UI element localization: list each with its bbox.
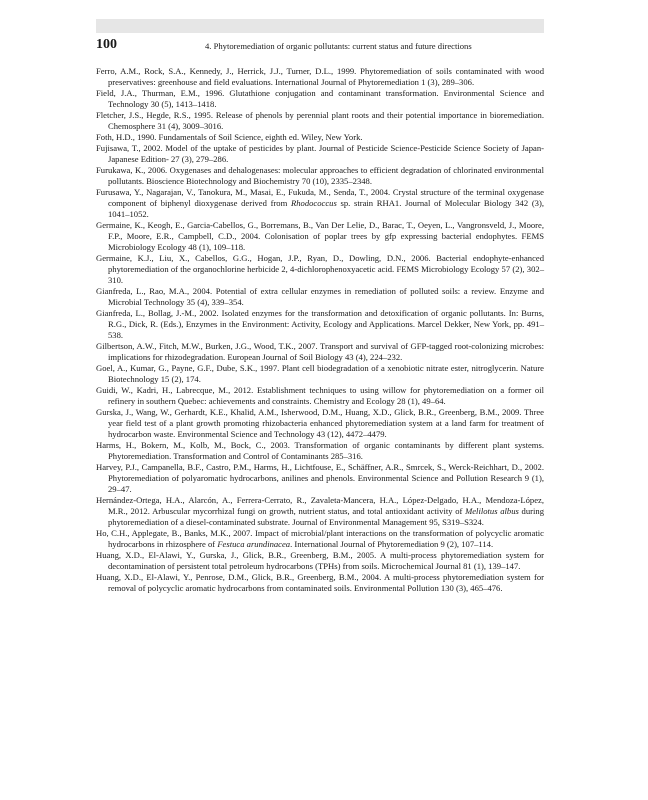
reference-text: Guidi, W., Kadri, H., Labrecque, M., 2012. Establishment techniques to using willow for phytoremediation on a former oil refinery in southern Quebec: achievements and constraints. Chemistry and Ecology 28 (1), 49–64. [96,385,544,406]
reference-italic-name: Festuca arundinacea [217,539,291,549]
reference-text-continued: sp. strain RHA1. Journal of Molecular Biology 342 (3), 1041–1052. [108,198,544,219]
reference-text: Huang, X.D., El-Alawi, Y., Gurska, J., Glick, B.R., Greenberg, B.M., 2005. A multi-process phytoremediation system for decontamination of persistent total petroleum hydrocarbons (TPHs) from soils. Microchemical Journal 81 (1), 139–147. [96,550,544,571]
reference-text: Gianfreda, L., Rao, M.A., 2004. Potential of extra cellular enzymes in remediation of polluted soils: a review. Enzyme and Microbial Technology 35 (4), 339–354. [96,286,544,307]
reference-entry [96,220,544,253]
reference-entry [96,308,544,341]
reference-entry [96,165,544,187]
reference-entry [96,66,544,88]
reference-entry [96,385,544,407]
reference-entry [96,143,544,165]
reference-entry [96,187,544,220]
reference-entry [96,110,544,132]
reference-text: Germaine, K., Keogh, E., Garcia-Cabellos, G., Borremans, B., Van Der Lelie, D., Barac, T., Oeyen, L., Vangronsveld, J., Moore, F.P., Moore, E.R., Campbell, C.D., 2004. Colonisation of poplar trees by gfp expressing bacterial endophytes. FEMS Microbiology Ecology 48 (1), 109–118. [96,220,544,252]
reference-italic-name: Rhodococcus [290,198,337,208]
reference-text: Furusawa, Y., Nagarajan, V., Tanokura, M., Masai, E., Fukuda, M., Senda, T., 2004. Crystal structure of the terminal oxygenase component of biphenyl dioxygenase derived from [96,187,544,208]
reference-text-continued: . International Journal of Phytoremediation 9 (2), 107–114. [290,539,494,549]
reference-text: Fletcher, J.S., Hegde, R.S., 1995. Release of phenols by perennial plant roots and their potential importance in bioremediation. Chemosphere 31 (4), 3009–3016. [96,110,544,131]
reference-italic-name: Melilotus albus [465,506,519,516]
reference-text: Ferro, A.M., Rock, S.A., Kennedy, J., Herrick, J.J., Turner, D.L., 1999. Phytoremediation of soils contaminated with wood preservatives: greenhouse and field evaluations. International Journal of Phytoremediation 1 (3), 289–306. [96,66,544,87]
reference-text: Gurska, J., Wang, W., Gerhardt, K.E., Khalid, A.M., Isherwood, D.M., Huang, X.D., Glick, B.R., Greenberg, B.M., 2009. Three year field test of a plant growth promoting rhizobacteria enhanced phytoremediation system at a land farm for treatment of hydrocarbon waste. Environmental Science and Technology 43 (12), 4472–4479. [96,407,544,439]
reference-entry [96,286,544,308]
reference-text: Foth, H.D., 1990. Fundamentals of Soil Science, eighth ed. Wiley, New York. [96,132,363,142]
reference-entry [96,88,544,110]
reference-entry [96,341,544,363]
reference-entry [96,495,544,528]
reference-text: Huang, X.D., El-Alawi, Y., Penrose, D.M., Glick, B.R., Greenberg, B.M., 2004. A multi-process phytoremediation system for removal of polycyclic aromatic hydrocarbons from contaminated soils. Environmental Pollution 130 (3), 465–476. [96,572,544,593]
reference-entry [96,132,544,143]
header-band [96,19,544,33]
reference-entry [96,407,544,440]
running-head: 4. Phytoremediation of organic pollutants: current status and future directions [205,41,472,51]
reference-entry [96,528,544,550]
reference-text: Field, J.A., Thurman, E.M., 1996. Glutathione conjugation and contaminant transformation. Environmental Science and Technology 30 (5), 1413–1418. [96,88,544,109]
reference-entry [96,462,544,495]
reference-text: Germaine, K.J., Liu, X., Cabellos, G.G., Hogan, J.P., Ryan, D., Dowling, D.N., 2006. Bacterial endophyte-enhanced phytoremediation of the organochlorine herbicide 2, 4-dichlorophenoxyacetic acid. FEMS Microbiology Ecology 57 (2), 302–310. [96,253,544,285]
reference-text: Furukawa, K., 2006. Oxygenases and dehalogenases: molecular approaches to efficient degradation of chlorinated environmental pollutants. Bioscience Biotechnology and Biochemistry 70 (10), 2335–2348. [96,165,544,186]
reference-entry [96,550,544,572]
page-number: 100 [96,37,117,52]
reference-text: Gilbertson, A.W., Fitch, M.W., Burken, J.G., Wood, T.K., 2007. Transport and survival of GFP-tagged root-colonizing microbes: implications for rhizodegradation. European Journal of Soil Biology 43 (4), 224–232. [96,341,544,362]
reference-list [96,66,544,594]
reference-text: Gianfreda, L., Bollag, J.-M., 2002. Isolated enzymes for the transformation and detoxification of organic pollutants. In: Burns, R.G., Dick, R. (Eds.), Enzymes in the Environment: Activity, Ecology and Applications. Marcel Dekker, New York, pp. 491–538. [96,308,544,340]
reference-text: Hernández-Ortega, H.A., Alarcón, A., Ferrera-Cerrato, R., Zavaleta-Mancera, H.A., López-Delgado, H.A., Mendoza-López, M.R., 2012. Arbuscular mycorrhizal fungi on growth, nutrient status, and total antioxidant activity of [96,495,544,516]
reference-text: Harvey, P.J., Campanella, B.F., Castro, P.M., Harms, H., Lichtfouse, E., Schäffner, A.R., Smrcek, S., Werck-Reichhart, D., 2002. Phytoremediation of polyaromatic hydrocarbons, anilines and phenols. Environmental Science and Pollution Research 9 (1), 29–47. [96,462,544,494]
reference-text: Goel, A., Kumar, G., Payne, G.F., Dube, S.K., 1997. Plant cell biodegradation of a xenobiotic nitrate ester, nitroglycerin. Nature Biotechnology 15 (2), 174. [96,363,544,384]
reference-text-continued: during phytoremediation of a diesel-contaminated substrate. Journal of Environmental Management 95, S319–S324. [108,506,544,527]
reference-text: Fujisawa, T., 2002. Model of the uptake of pesticides by plant. Journal of Pesticide Science-Pesticide Science Society of Japan-Japanese Edition- 27 (3), 279–286. [96,143,544,164]
reference-entry [96,440,544,462]
reference-entry [96,363,544,385]
reference-text: Harms, H., Bokern, M., Kolb, M., Bock, C., 2003. Transformation of organic contaminants by different plant systems. Phytoremediation. Transformation and Control of Contaminants 285–316. [96,440,544,461]
reference-entry [96,253,544,286]
reference-entry [96,572,544,594]
reference-text: Ho, C.H., Applegate, B., Banks, M.K., 2007. Impact of microbial/plant interactions on the transformation of polycyclic aromatic hydrocarbons in rhizosphere of [96,528,544,549]
